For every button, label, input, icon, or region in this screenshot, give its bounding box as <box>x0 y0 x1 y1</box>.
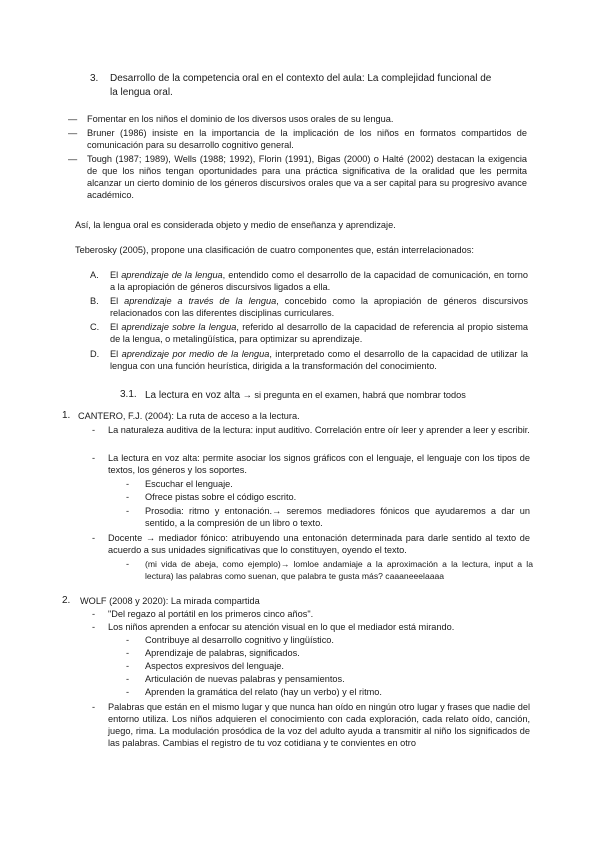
subsection-number: 3.1. <box>120 389 137 400</box>
dash-marker: - <box>92 702 96 712</box>
dash-marker: - <box>126 635 130 645</box>
dash-marker: - <box>126 674 130 684</box>
component-a: El aprendizaje de la lengua, entendido como el desarrollo de la capacidad de comunicación, en torno a la apropiación de géneros discursivos ligados a ella. <box>110 270 528 292</box>
wolf-last-paragraph: Palabras que están en el mismo lugar y que nunca han oído en ningún otro lugar y frases que nadie del entorno utiliza. Los niños adquieren el conocimiento con cada exploración, cada relato oído, canción, juego, rima. La modulación prosódica de la voz del adulto ayuda a transmitir al niño los significados de las palabras. Cambias el registro de tu voz cotidiana y te convientes en otro <box>108 702 530 748</box>
section-heading-line-1: Desarrollo de la competencia oral en el contexto del aula: La complejidad funcional de <box>110 73 492 84</box>
paragraph-teberosky: Teberosky (2005), propone una clasificación de cuatro componentes que, están interrelacionados: <box>75 245 474 255</box>
cantero-subitem-2: Ofrece pistas sobre el código escrito. <box>145 492 297 502</box>
cantero-docente: Docente → mediador fónico: atribuyendo una entonación determinada para darle sentido al texto de acuerdo a sus unidades significativas que lo constituyen, oyendo el texto. <box>108 533 530 555</box>
wolf-subitem-5: Aprenden la gramática del relato (hay un verbo) y el ritmo. <box>145 687 382 697</box>
section-heading-line-2: la lengua oral. <box>110 87 173 98</box>
section-number: 3. <box>90 73 99 84</box>
dash-item-1: Fomentar en los niños el dominio de los diversos usos orales de su lengua. <box>87 114 394 124</box>
dash-marker: - <box>126 661 130 671</box>
dash-marker: - <box>92 533 96 543</box>
cantero-subitem-3: Prosodia: ritmo y entonación.→ seremos mediadores fónicos que ayudaremos a dar un sentido, a la compresión de un libro o texto. <box>145 506 530 528</box>
component-c: El aprendizaje sobre la lengua, referido al desarrollo de la capacidad de referencia al propio sistema de la lengua, o metalingüística, para optimizar su aprendizaje. <box>110 322 528 344</box>
dash-marker: - <box>92 609 96 619</box>
cantero-item-2: La lectura en voz alta: permite asociar los signos gráficos con el lenguaje, el lenguaje con los tipos de textos, los géneros y los soportes. <box>108 453 530 475</box>
cantero-subitem-1: Escuchar el lenguaje. <box>145 479 233 489</box>
dash-marker: - <box>126 559 130 569</box>
wolf-quote: "Del regazo al portátil en los primeros cinco años". <box>108 609 314 619</box>
dash-marker: — <box>68 114 78 124</box>
ref-number: 2. <box>62 595 71 606</box>
component-letter: C. <box>90 322 100 332</box>
wolf-subitem-3: Aspectos expresivos del lenguaje. <box>145 661 284 671</box>
cantero-title: CANTERO, F.J. (2004): La ruta de acceso a la lectura. <box>78 411 300 421</box>
component-letter: D. <box>90 349 100 359</box>
dash-marker: - <box>126 687 130 697</box>
ref-number: 1. <box>62 410 71 421</box>
component-d: El aprendizaje por medio de la lengua, interpretado como el desarrollo de la capacidad de utilizar la lengua con una función heurística, dirigida a la transformación del conocimiento. <box>110 349 529 371</box>
dash-marker: - <box>126 479 130 489</box>
cantero-item-1: La naturaleza auditiva de la lectura: input auditivo. Correlación entre oír leer y aprender a leer y escribir. <box>108 425 530 435</box>
wolf-focus: Los niños aprenden a enfocar su atención visual en lo que el mediador está mirando. <box>108 622 455 632</box>
wolf-subitem-1: Contribuye al desarrollo cognitivo y lingüístico. <box>145 635 334 645</box>
wolf-subitem-2: Aprendizaje de palabras, significados. <box>145 648 300 658</box>
dash-item-3: Tough (1987; 1989), Wells (1988; 1992), Florin (1991), Bigas (2000) o Halté (2002) destacan la exigencia de que los niños tengan oportunidades para una práctica significativa de la oralidad que les permita alcanzar un cierto dominio de los géneros discursivos orales que va a ser capital para su progresivo avance académico. <box>87 154 527 200</box>
component-b: El aprendizaje a través de la lengua, concebido como la apropiación de géneros discursivos relacionados con las diferentes disciplinas curriculares. <box>110 296 528 318</box>
dash-marker: — <box>68 154 78 164</box>
dash-marker: - <box>126 506 130 516</box>
component-letter: A. <box>90 270 99 280</box>
subsection-heading: La lectura en voz alta → si pregunta en el examen, habrá que nombrar todos <box>145 390 466 401</box>
dash-marker: - <box>126 648 130 658</box>
dash-marker: - <box>126 492 130 502</box>
wolf-title: WOLF (2008 y 2020): La mirada compartida <box>80 596 260 606</box>
component-letter: B. <box>90 296 99 306</box>
dash-marker: — <box>68 128 78 138</box>
wolf-subitem-4: Articulación de nuevas palabras y pensamientos. <box>145 674 345 684</box>
cantero-docente-sub: (mi vida de abeja, como ejemplo)→ lomloe andamiaje a la aproximación a la lectura, input a la lectura) las palabras como suenan, que palabra te gusta más? caaaneeelaaaa <box>145 559 533 581</box>
dash-marker: - <box>92 622 96 632</box>
dash-marker: - <box>92 425 96 435</box>
dash-item-2: Bruner (1986) insiste en la importancia de la implicación de los niños en formatos compartidos de comunicación para su desarrollo cognitivo general. <box>87 128 527 150</box>
dash-marker: - <box>92 453 96 463</box>
paragraph-lengua-oral: Así, la lengua oral es considerada objeto y medio de enseñanza y aprendizaje. <box>75 220 396 230</box>
